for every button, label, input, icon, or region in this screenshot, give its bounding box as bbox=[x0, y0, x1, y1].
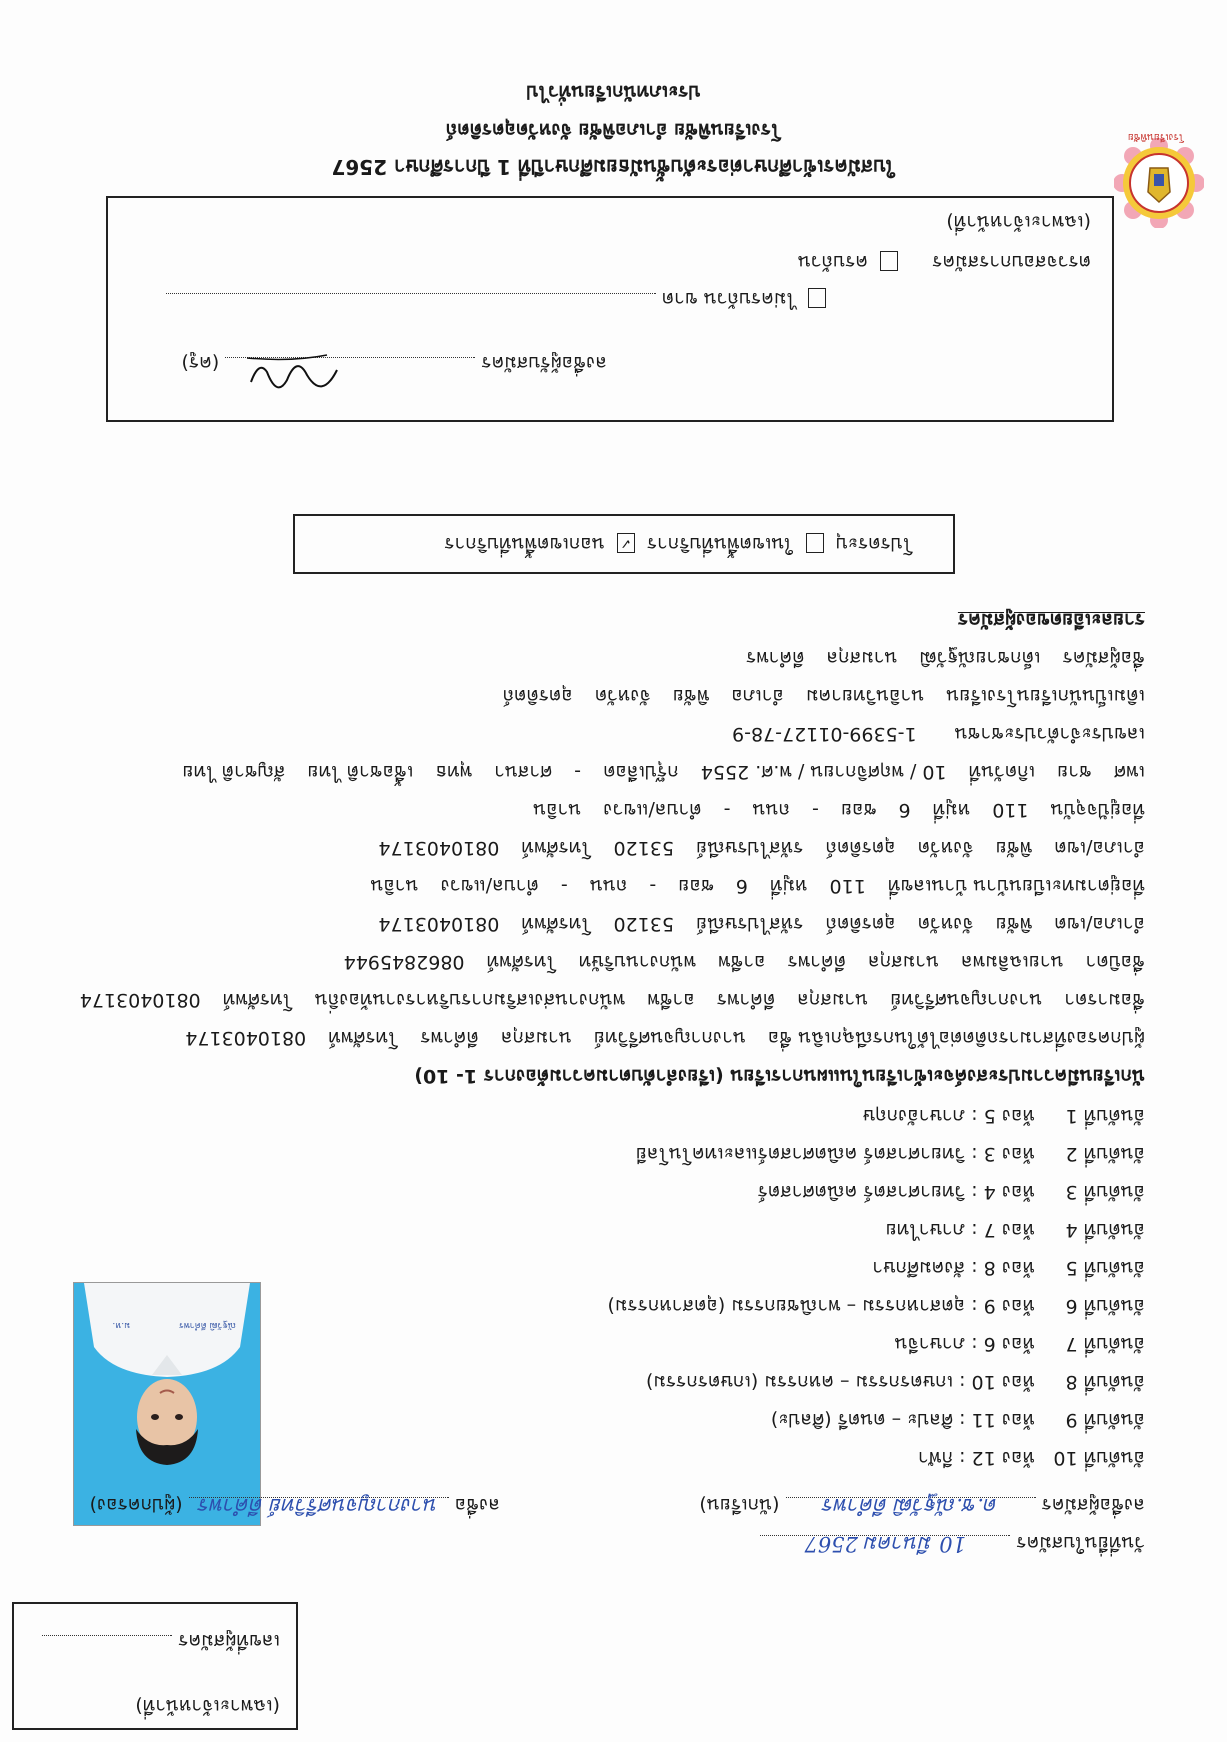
house-address-line1: ที่อยู่ตามทะเบียนบ้าน บ้านเลขที่ 110 หมู่ที่ 6 ซอย - ถนน - ตำบล/แขวง นาอิน bbox=[370, 875, 1145, 897]
choice-row: อันดับที่ 3ห้อง 4 : วิทยาศาสตร์ คณิตศาสตร์ bbox=[757, 1181, 1145, 1203]
choice-row: อันดับที่ 4ห้อง 7 : ภาษาไทย bbox=[885, 1219, 1145, 1241]
area-select-label: โปรดระบุ bbox=[835, 533, 913, 555]
applicant-signature: ลงชื่อผู้สมัคร ด.ช.ณัฐวัฒิ ดีคำพร (นักเรียน) bbox=[699, 1494, 1145, 1518]
complete-checkbox[interactable] bbox=[880, 252, 898, 272]
parent-signature-field[interactable]: นางกาญจนศรีวิทย์ ดีคำพร bbox=[189, 1497, 449, 1518]
house-address-line2: อำเภอ/เขต พิชัย จังหวัด อุตรดิตถ์ รหัสไปรษณีย์ 53120 โทรศัพท์ 0810403174 bbox=[378, 913, 1145, 935]
guardian-line: ผู้ปกครองที่สามารถติดต่อได้ในกรณีฉุกเฉิน ชื่อ นางกาญจนศรีวิทย์ นามสกุล ดีคำพร โทรศัพท์ 0810403174 bbox=[185, 1027, 1145, 1049]
choice-row: อันดับที่ 9ห้อง 11 : ศิลปะ – ดนตรี (ศิลปะ) bbox=[770, 1409, 1145, 1431]
photo-school-tag: ม.ห. bbox=[112, 1320, 130, 1330]
office-number-box bbox=[12, 1602, 298, 1730]
applicant-lastname: ดีคำพร bbox=[746, 647, 805, 669]
parent-signature: ลงชื่อ นางกาญจนศรีวิทย์ ดีคำพร (ผู้ปกครอง) bbox=[89, 1494, 500, 1518]
photo-name-tag: ณัฐวัฒิ ดีคำพร bbox=[178, 1320, 236, 1330]
out-area-checkbox[interactable]: ✓ bbox=[617, 534, 635, 554]
choice-row: อันดับที่ 8ห้อง 10 : เกษตรกรรม – คหกรรม (เกษตรกรรม) bbox=[645, 1371, 1145, 1393]
choice-row: อันดับที่ 1ห้อง 5 : ภาษาอังกฤษ bbox=[862, 1105, 1145, 1127]
choice-row: อันดับที่ 2ห้อง 3 : วิทยาศาสตร์ คณิตศาสตร์และเทคโนโลยี bbox=[635, 1143, 1145, 1165]
study-plan-choices-title: นักเรียนมีความประสงค์จะเข้าเรียนในแผนการเรียน (เรียงลำดับตามความต้องการ 1- 10) bbox=[414, 1065, 1145, 1087]
area-selection-box bbox=[293, 514, 955, 574]
complete-label: ครบถ้วน bbox=[797, 251, 869, 273]
school-line: โรงเรียนพิชัย อำเภอพิชัย จังหวัดอุตรดิตถ์ bbox=[445, 119, 782, 141]
receiver-signature-scribble bbox=[237, 340, 347, 410]
receiver-role: (ครู) bbox=[181, 352, 220, 374]
mother-line: ชื่อมารดา นางกาญจนศรีวิทย์ นามสกุล ดีคำพร อาชีพ พนักงานส่งเสริมการบริหารงานท้องถิ่น โทรศัพท์ 0810403174 bbox=[79, 989, 1145, 1011]
name-line: ชื่อผู้สมัคร เด็กชายณัฐวัฒิ นามสกุล ดีคำพร bbox=[746, 647, 1145, 669]
form-title: ใบสมัครเข้าศึกษาต่อระดับชั้นมัธยมศึกษาปีที่ 1 ปีการศึกษา 2567 bbox=[331, 155, 896, 179]
current-address-line2: อำเภอ/เขต พิชัย จังหวัด อุตรดิตถ์ รหัสไปรษณีย์ 53120 โทรศัพท์ 0810403174 bbox=[378, 837, 1145, 859]
incomplete-checkbox[interactable] bbox=[808, 289, 826, 309]
applicant-number-label: เลขที่ผู้สมัคร bbox=[178, 1630, 280, 1652]
out-area-label: นอกเขตพื้นที่บริการ bbox=[444, 533, 605, 555]
applicant-signature-field[interactable]: ด.ช.ณัฐวัฒิ ดีคำพร bbox=[786, 1497, 1036, 1518]
officer-label: (เฉพาะเจ้าหน้าที่) bbox=[946, 211, 1091, 233]
in-area-label: ในเขตพื้นที่บริการ bbox=[646, 533, 794, 555]
application-date-field[interactable]: 10 มีนาคม 2567 bbox=[760, 1535, 1010, 1556]
choice-row: อันดับที่ 7ห้อง 6 : ภาษาจีน bbox=[894, 1333, 1145, 1355]
application-date: วันที่ยื่นใบสมัคร 10 มีนาคม 2567 bbox=[760, 1531, 1145, 1556]
choice-row: อันดับที่ 10ห้อง 12 : กีฬา bbox=[917, 1447, 1145, 1469]
missing-items-field[interactable] bbox=[166, 293, 656, 314]
in-area-checkbox[interactable] bbox=[806, 534, 824, 554]
national-id: 1-5399-01127-78-9 bbox=[732, 723, 917, 745]
father-line: ชื่อบิดา นายเฉลิมพล นามสกุล ดีคำพร อาชีพ พนักงานบริษัท โทรศัพท์ 0862845944 bbox=[343, 951, 1145, 973]
receiver-label: ลงชื่อผู้รับสมัคร bbox=[481, 352, 607, 374]
choice-row: อันดับที่ 5ห้อง 8 : สังคมศึกษา bbox=[872, 1257, 1145, 1279]
applicant-name: เด็กชายณัฐวัฒิ bbox=[919, 647, 1041, 669]
current-address-line1: ที่อยู่ปัจจุบัน 110 หมู่ที่ 6 ซอย - ถนน - ตำบล/แขวง นาอิน bbox=[533, 799, 1145, 821]
date-of-birth: 10 / พฤศจิกายน / พ.ศ. 2554 bbox=[700, 761, 947, 783]
verify-label: ตรวจสอบการสมัคร bbox=[932, 251, 1091, 273]
applicant-photo bbox=[73, 1282, 261, 1526]
incomplete-label: ไม่ครบถ้วน ขาด bbox=[661, 288, 796, 310]
applicant-number-field[interactable] bbox=[42, 1635, 172, 1656]
seal-text: โรงเรียนพิชัย bbox=[1127, 131, 1185, 142]
office-use-label: (เฉพาะเจ้าหน้าที่) bbox=[135, 1695, 280, 1717]
applicant-type: ประเภทนักเรียนทั่วไป bbox=[526, 81, 701, 103]
id-line: เลขประจำตัวประชาชน 1-5399-01127-78-9 bbox=[732, 723, 1145, 745]
former-school-line: เดิมเป็นนักเรียนโรงเรียน นาอินวิทยาคม อำเภอ พิชัย จังหวัด อุตรดิตถ์ bbox=[502, 685, 1145, 707]
former-school: นาอินวิทยาคม bbox=[805, 685, 925, 707]
choice-row: อันดับที่ 6ห้อง 9 : อุตสาหกรรม – พาณิชยกรรม (อุตสาหกรรม) bbox=[607, 1295, 1145, 1317]
personal-info-line: เพศ ชาย เกิดวันที่ 10 / พฤศจิกายน / พ.ศ. 2554 กรุ๊ปเลือด - ศาสนา พุทธ เชื้อชาติ ไทย สัญชาติ ไทย bbox=[182, 761, 1145, 783]
applicant-section-title: รายละเอียดของผู้สมัคร bbox=[957, 609, 1145, 631]
school-seal-logo bbox=[1114, 138, 1204, 228]
